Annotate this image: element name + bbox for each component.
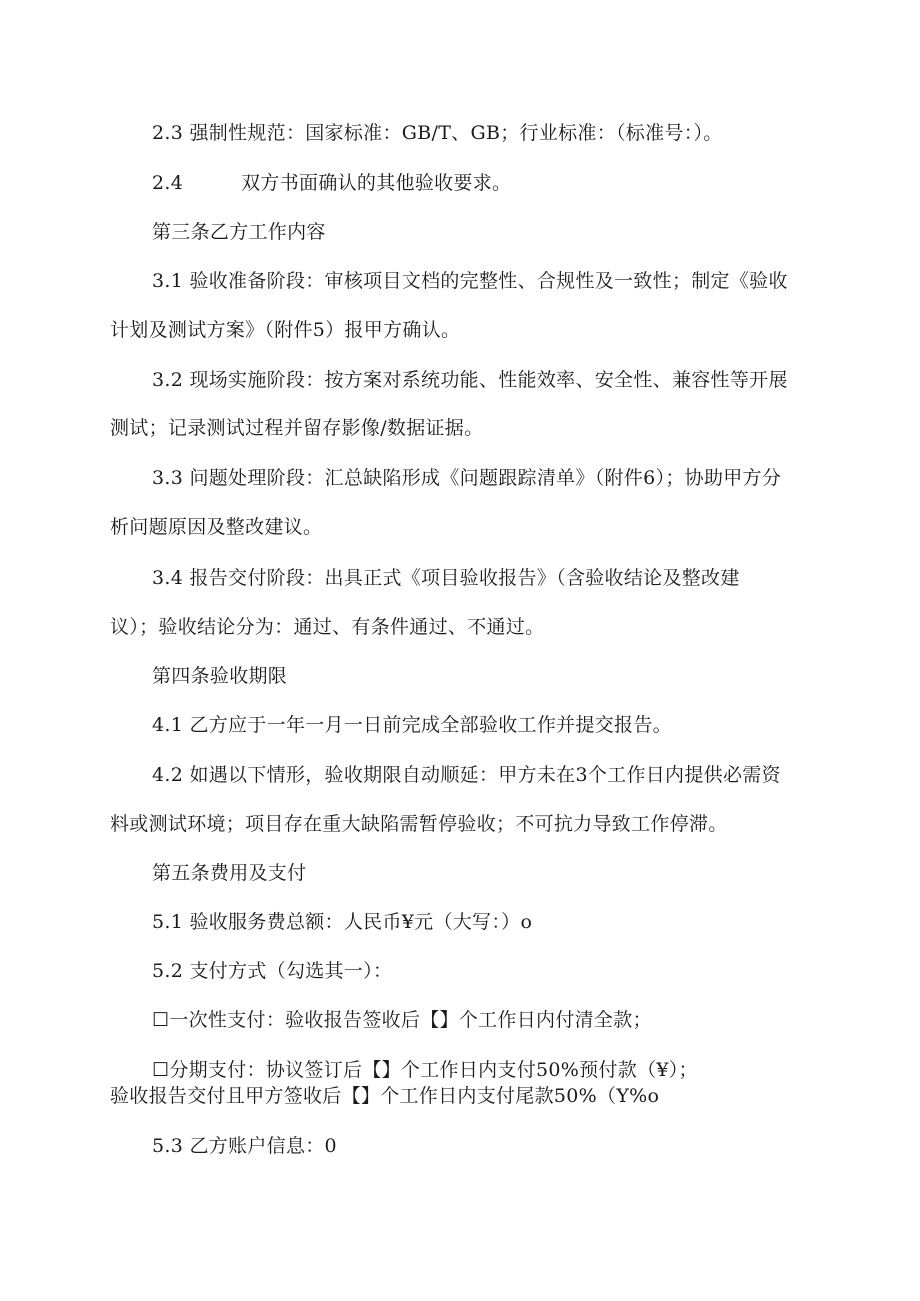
clause-3-1-line-2: 计划及测试方案》（附件5）报甲方确认。	[110, 319, 461, 341]
clause-3-3-line-2: 析问题原因及整改建议。	[110, 516, 323, 538]
clause-4-1: 4.1 乙方应于一年一月一日前完成全部验收工作并提交报告。	[152, 714, 672, 736]
clause-3-3-line-1: 3.3 问题处理阶段：汇总缺陷形成《问题跟踪清单》（附件6）；协助甲方分	[152, 467, 782, 489]
clause-5-3: 5.3 乙方账户信息：0	[152, 1135, 337, 1157]
clause-2-4-text: 双方书面确认的其他验收要求。	[241, 172, 512, 194]
option-lump-sum-payment: ☐一次性支付：验收报告签收后【】个工作日内付清全款；	[152, 1009, 652, 1031]
article-3-heading: 第三条乙方工作内容	[152, 221, 326, 243]
clause-3-4-line-1: 3.4 报告交付阶段：出具正式《项目验收报告》（含验收结论及整改建	[152, 567, 740, 589]
clause-4-2-line-2: 料或测试环境；项目存在重大缺陷需暂停验收；不可抗力导致工作停滞。	[110, 813, 728, 835]
clause-2-4-number: 2.4	[152, 172, 184, 194]
option-installment-payment-line-1: ☐分期支付：协议签订后【】个工作日内支付50%预付款（¥）；	[152, 1059, 698, 1081]
article-5-heading: 第五条费用及支付	[152, 862, 307, 884]
article-4-heading: 第四条验收期限	[152, 665, 288, 687]
clause-5-1: 5.1 验收服务费总额：人民币¥元（大写：）o	[152, 911, 533, 933]
option-installment-payment-line-2: 验收报告交付且甲方签收后【】个工作日内支付尾款50%（Y%o	[110, 1085, 660, 1107]
clause-2-3: 2.3 强制性规范：国家标准：GB/T、GB；行业标准：（标准号：）。	[152, 122, 723, 144]
clause-3-2-line-2: 测试；记录测试过程并留存影像/数据证据。	[110, 417, 484, 439]
clause-3-2-line-1: 3.2 现场实施阶段：按方案对系统功能、性能效率、安全性、兼容性等开展	[152, 369, 788, 391]
clause-3-1-line-1: 3.1 验收准备阶段：审核项目文档的完整性、合规性及一致性；制定《验收	[152, 270, 788, 292]
clause-3-4-line-2: 议）；验收结论分为：通过、有条件通过、不通过。	[110, 616, 545, 638]
clause-5-2: 5.2 支付方式（勾选其一）：	[152, 960, 393, 982]
clause-4-2-line-1: 4.2 如遇以下情形，验收期限自动顺延：甲方未在3个工作日内提供必需资	[152, 764, 781, 786]
clause-2-4	[152, 171, 511, 195]
